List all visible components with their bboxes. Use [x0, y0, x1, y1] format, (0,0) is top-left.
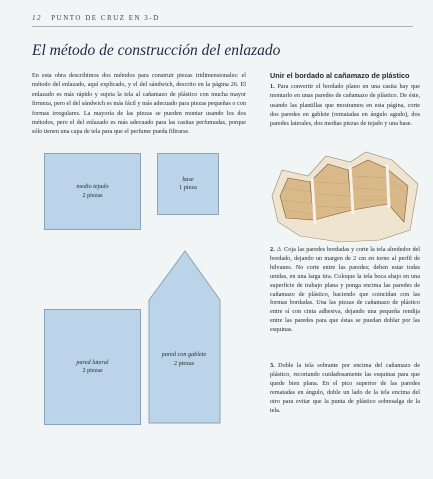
- instructions-heading: Unir el bordado al cañamazo de plástico: [270, 71, 410, 80]
- template-pared-lateral: [44, 309, 141, 425]
- page-number: 12: [32, 14, 42, 22]
- running-header: [32, 14, 160, 22]
- piece-name: medio tejado: [76, 183, 109, 190]
- piece-count: 2 piezas: [173, 359, 195, 367]
- step-text: Coja las paredes bordadas y corte la tela alrededor del bordado, dejando un margen de 2 cm en torno al perfil de hilvanes. No corte entre las paredes; deben estar todas unidas, en una larga tira. Coloque la tela boca abajo en una superficie de trabajo plana y ponga encima las paredes de cañamazo de plástico, haciendo que coincidan con las formas bordadas. Una las piezas de cañamazo de plástico entre sí con cinta adhesiva, dejando una pequeña rendija entre las paredes para que éstas se puedan doblar por las esquinas.: [270, 246, 421, 334]
- running-title: PUNTO DE CRUZ EN 3-D: [51, 14, 160, 22]
- piece-count: 2 piezas: [82, 367, 103, 374]
- template-pared-con-gablete-shape: [148, 250, 222, 426]
- piece-name: pared lateral: [76, 358, 109, 366]
- piece-name: base: [182, 175, 194, 183]
- step-number: 3.: [270, 362, 275, 369]
- intro-paragraph: En esta obra describimos dos métodos para construir piezas tridimensionales: el método del enlazado, aquí explicado, y el del sándwich, descrito en la página 26. El enlazado es más rápido y sujeta la tela al cañamazo de plástico con mucha mayor firmeza, pero el del sándwich es más fácil y más adecuado para piezas pequeñas o con formas irregulares. La mayoría de las piezas se pueden montar usando los dos métodos, pero el del enlazado es más adecuado para las casitas perfumadas, porque sólo tienen una capa de tela para que el perfume pueda filtrarse.: [32, 72, 246, 136]
- step-2: [270, 246, 420, 335]
- template-base: [157, 153, 219, 215]
- warning-icon: ⚠: [276, 246, 283, 253]
- template-medio-tejado: [44, 153, 141, 230]
- step-text: Para convertir el bordado plano en una casita hay que montarlo en unas paredes de cañamazo de plástico. De éste, usando las plantillas que mostramos en esta página, corte dos paredes en gablete (rematadas en ángulo agudo), dos paredes laterales, dos medias piezas de tejado y una base.: [270, 83, 421, 128]
- instructions-column: [270, 71, 420, 128]
- step-text: Doble la tela sobrante por encima del cañamazo de plástico, recortando cuidadosamente las esquinas para que quede bien plana. En el pico superior de las paredes rematadas en ángulo, doble un lado de la tela encima del otro para evitar que la punta de plástico sobresalga de la tela.: [270, 362, 420, 414]
- piece-name: pared con gablete: [161, 351, 207, 358]
- assembly-illustration: [270, 148, 420, 244]
- template-pared-con-gablete: [150, 351, 218, 368]
- step-number: 1.: [270, 83, 275, 91]
- step-1: [270, 82, 420, 128]
- piece-count: 2 piezas: [82, 191, 103, 199]
- header-divider: [32, 26, 413, 27]
- step-3: [270, 362, 420, 415]
- piece-count: 1 pieza: [179, 184, 197, 191]
- step-number: 2.: [270, 246, 275, 253]
- page-title: El método de construcción del enlazado: [32, 42, 281, 59]
